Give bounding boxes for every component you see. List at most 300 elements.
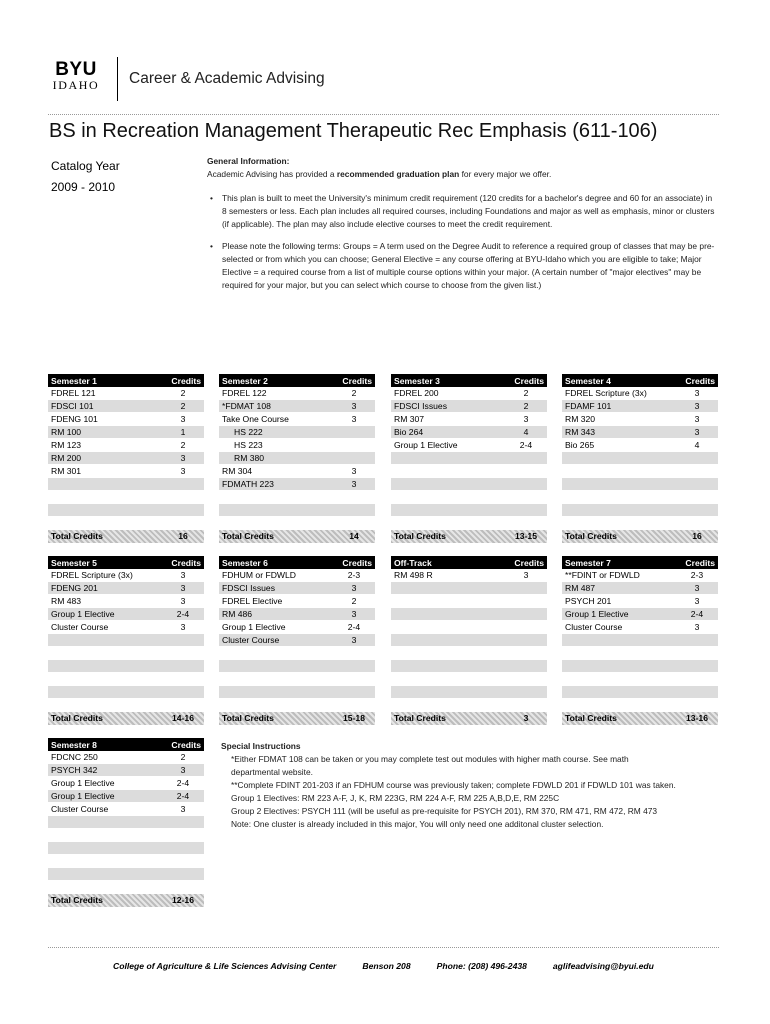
course-credits: 2-3 xyxy=(347,570,361,580)
course-credits: 3 xyxy=(180,583,186,593)
course-row xyxy=(562,582,718,595)
course-name: FDHUM or FDWLD xyxy=(222,570,296,580)
course-credits: 2-4 xyxy=(176,791,190,801)
footer xyxy=(48,961,719,971)
course-row xyxy=(562,634,718,647)
semester-name: Semester 2 xyxy=(222,375,268,386)
course-credits xyxy=(165,634,201,646)
total-credits-value: 14 xyxy=(349,531,359,541)
course-name: RM 304 xyxy=(222,466,253,476)
course-row xyxy=(48,764,204,777)
course-row xyxy=(391,569,547,582)
course-row xyxy=(562,387,718,400)
course-credits xyxy=(508,582,544,594)
course-credits: 1 xyxy=(180,427,186,437)
course-row xyxy=(391,387,547,400)
course-row xyxy=(562,686,718,699)
semester-name: Semester 1 xyxy=(51,375,97,386)
course-credits xyxy=(165,491,201,503)
special-line: **Complete FDINT 201-203 if an FDHUM course was previously taken; complete FDWLD 201 if FDWLD 101 was taken. xyxy=(231,780,676,790)
course-row xyxy=(562,439,718,452)
course-row xyxy=(219,426,375,439)
course-name: Group 1 Elective xyxy=(222,622,286,632)
course-row xyxy=(391,647,547,660)
total-credits-row xyxy=(219,712,375,725)
total-credits-value: 13-16 xyxy=(686,713,708,723)
total-credits-label: Total Credits xyxy=(51,531,103,541)
course-name: Cluster Course xyxy=(51,804,109,814)
course-name: FDAMF 101 xyxy=(565,401,612,411)
course-row xyxy=(562,569,718,582)
course-row xyxy=(48,673,204,686)
course-row xyxy=(391,426,547,439)
total-credits-row xyxy=(562,712,718,725)
course-row xyxy=(219,582,375,595)
course-row xyxy=(219,465,375,478)
logo-byu-text: BYU xyxy=(55,59,97,80)
semester-header xyxy=(562,374,718,387)
course-row xyxy=(48,569,204,582)
course-credits xyxy=(336,426,372,438)
course-row xyxy=(391,582,547,595)
credits-header: Credits xyxy=(342,375,372,386)
course-row xyxy=(48,387,204,400)
course-name: Cluster Course xyxy=(51,622,109,632)
special-instructions-heading: Special Instructions xyxy=(221,741,301,751)
course-credits: 3 xyxy=(180,414,186,424)
course-row xyxy=(219,413,375,426)
footer-rule xyxy=(48,947,719,948)
course-row xyxy=(48,660,204,673)
course-name: Group 1 Elective xyxy=(565,609,629,619)
course-credits xyxy=(336,699,372,711)
semester-header xyxy=(391,556,547,569)
course-credits xyxy=(508,465,544,477)
course-credits xyxy=(679,452,715,464)
course-name: Group 1 Elective xyxy=(51,609,115,619)
course-credits xyxy=(508,478,544,490)
course-row xyxy=(48,582,204,595)
course-row xyxy=(48,842,204,855)
course-credits xyxy=(165,699,201,711)
semester-table xyxy=(391,374,547,530)
course-row xyxy=(219,686,375,699)
total-credits-label: Total Credits xyxy=(394,713,446,723)
course-row xyxy=(391,595,547,608)
course-credits xyxy=(679,699,715,711)
total-credits-label: Total Credits xyxy=(565,531,617,541)
course-row xyxy=(48,621,204,634)
semester-name: Semester 6 xyxy=(222,557,268,568)
general-info-intro xyxy=(207,168,719,181)
semester-table xyxy=(391,556,547,712)
course-credits: 3 xyxy=(351,414,357,424)
course-credits: 3 xyxy=(694,427,700,437)
course-credits: 2 xyxy=(180,388,186,398)
course-row xyxy=(562,413,718,426)
course-row xyxy=(391,504,547,517)
total-credits-row xyxy=(391,712,547,725)
total-credits-label: Total Credits xyxy=(222,531,274,541)
course-row xyxy=(48,647,204,660)
semester-name: Semester 4 xyxy=(565,375,611,386)
course-credits xyxy=(679,673,715,685)
course-name: **FDINT or FDWLD xyxy=(565,570,640,580)
course-row xyxy=(391,634,547,647)
special-instructions xyxy=(221,740,721,831)
course-name: FDREL Scripture (3x) xyxy=(565,388,647,398)
total-credits-row xyxy=(48,894,204,907)
course-credits xyxy=(165,660,201,672)
course-name: FDENG 201 xyxy=(51,583,98,593)
course-row xyxy=(48,426,204,439)
special-line: *Either FDMAT 108 can be taken or you may complete test out modules with higher math course. See math xyxy=(231,754,629,764)
course-row xyxy=(391,400,547,413)
course-credits xyxy=(336,504,372,516)
course-credits xyxy=(508,699,544,711)
course-row xyxy=(391,465,547,478)
course-credits xyxy=(165,686,201,698)
course-credits xyxy=(165,842,201,854)
semester-header xyxy=(562,556,718,569)
course-credits: 3 xyxy=(351,583,357,593)
credits-header: Credits xyxy=(685,375,715,386)
course-credits: 2 xyxy=(180,752,186,762)
course-credits xyxy=(679,647,715,659)
course-row xyxy=(562,517,718,530)
course-credits xyxy=(165,868,201,880)
total-credits-label: Total Credits xyxy=(51,895,103,905)
course-credits: 2-4 xyxy=(519,440,533,450)
total-credits-row xyxy=(48,530,204,543)
course-credits xyxy=(508,517,544,529)
semester-name: Semester 5 xyxy=(51,557,97,568)
footer-office: Benson 208 xyxy=(362,961,411,971)
course-row xyxy=(48,686,204,699)
course-credits: 3 xyxy=(351,401,357,411)
course-credits xyxy=(165,816,201,828)
course-credits: 3 xyxy=(351,609,357,619)
semester-name: Off-Track xyxy=(394,557,432,568)
catalog-year-label: Catalog Year xyxy=(51,159,120,173)
course-row xyxy=(391,699,547,712)
course-credits xyxy=(508,660,544,672)
course-credits: 3 xyxy=(694,583,700,593)
course-row xyxy=(48,634,204,647)
course-row xyxy=(48,868,204,881)
course-row xyxy=(562,478,718,491)
course-row xyxy=(48,829,204,842)
course-row xyxy=(562,673,718,686)
course-name: FDSCI Issues xyxy=(394,401,448,411)
course-row xyxy=(48,595,204,608)
total-credits-row xyxy=(219,530,375,543)
course-credits: 3 xyxy=(694,414,700,424)
course-credits xyxy=(508,608,544,620)
course-row xyxy=(391,621,547,634)
course-name: FDMATH 223 xyxy=(222,479,274,489)
semester-header xyxy=(391,374,547,387)
course-row xyxy=(562,426,718,439)
course-name: Group 1 Elective xyxy=(51,778,115,788)
course-credits: 3 xyxy=(523,570,529,580)
credits-header: Credits xyxy=(171,557,201,568)
total-credits-row xyxy=(48,712,204,725)
course-credits: 3 xyxy=(351,466,357,476)
course-credits: 3 xyxy=(180,596,186,606)
course-name: FDREL Scripture (3x) xyxy=(51,570,133,580)
course-credits xyxy=(336,686,372,698)
course-credits: 2 xyxy=(523,388,529,398)
course-name: RM 123 xyxy=(51,440,82,450)
course-credits xyxy=(336,647,372,659)
course-credits xyxy=(165,647,201,659)
header-rule xyxy=(48,114,719,115)
course-name: RM 498 R xyxy=(394,570,433,580)
course-row xyxy=(219,400,375,413)
credits-header: Credits xyxy=(342,557,372,568)
course-row xyxy=(219,491,375,504)
course-row xyxy=(48,777,204,790)
course-row xyxy=(48,413,204,426)
course-credits: 2 xyxy=(180,440,186,450)
course-credits: 2-4 xyxy=(347,622,361,632)
course-credits xyxy=(508,686,544,698)
course-credits: 3 xyxy=(180,804,186,814)
total-credits-value: 13-15 xyxy=(515,531,537,541)
semester-table xyxy=(48,738,204,894)
course-row xyxy=(48,751,204,764)
course-row xyxy=(48,452,204,465)
semester-table xyxy=(219,556,375,712)
course-credits xyxy=(679,660,715,672)
course-credits: 2-4 xyxy=(176,609,190,619)
footer-college: College of Agriculture & Life Sciences Advising Center xyxy=(113,961,337,971)
course-name: RM 343 xyxy=(565,427,596,437)
general-info-heading: General Information: xyxy=(207,156,290,166)
course-name: FDREL 121 xyxy=(51,388,96,398)
course-name: Group 1 Elective xyxy=(51,791,115,801)
catalog-year-block xyxy=(51,156,120,198)
course-credits: 3 xyxy=(694,388,700,398)
course-row xyxy=(48,790,204,803)
byu-idaho-logo xyxy=(48,60,104,92)
course-row xyxy=(562,595,718,608)
course-row xyxy=(48,439,204,452)
course-row xyxy=(219,673,375,686)
total-credits-row xyxy=(391,530,547,543)
semester-header xyxy=(219,556,375,569)
course-row xyxy=(48,881,204,894)
semester-header xyxy=(48,738,204,751)
course-row xyxy=(562,400,718,413)
course-credits xyxy=(679,504,715,516)
special-line: Group 1 Electives: RM 223 A-F, J, K, RM 223G, RM 224 A-F, RM 225 A,B,D,E, RM 225C xyxy=(231,793,560,803)
course-credits: 3 xyxy=(180,466,186,476)
course-name: *FDMAT 108 xyxy=(222,401,271,411)
info-bullet-credits: • This plan is built to meet the University's minimum credit requirement (120 credits for a bachelor's degree and 60 for an associate) in 8 semesters or less. Each plan includes all required courses, including Foundations and major as well as emphasis, minor or clusters (if applicable). The plan may also include elective courses to meet the credit requirement. xyxy=(207,192,719,231)
course-row xyxy=(219,387,375,400)
course-row xyxy=(562,699,718,712)
course-row xyxy=(391,608,547,621)
course-row xyxy=(219,569,375,582)
course-name: FDSCI 101 xyxy=(51,401,94,411)
course-credits xyxy=(336,452,372,464)
course-row xyxy=(391,517,547,530)
course-row xyxy=(219,478,375,491)
special-line: Note: One cluster is already included in this major, You will only need one additonal cluster selection. xyxy=(231,819,604,829)
course-credits xyxy=(679,491,715,503)
course-name: RM 380 xyxy=(234,453,265,463)
course-row xyxy=(391,686,547,699)
course-credits xyxy=(508,621,544,633)
course-row xyxy=(219,439,375,452)
course-credits: 3 xyxy=(694,401,700,411)
course-credits xyxy=(336,491,372,503)
course-credits xyxy=(508,595,544,607)
total-credits-label: Total Credits xyxy=(394,531,446,541)
total-credits-label: Total Credits xyxy=(222,713,274,723)
course-row xyxy=(562,621,718,634)
course-row xyxy=(562,660,718,673)
course-name: RM 320 xyxy=(565,414,596,424)
semester-header xyxy=(48,374,204,387)
total-credits-row xyxy=(562,530,718,543)
total-credits-value: 16 xyxy=(178,531,188,541)
course-credits: 4 xyxy=(694,440,700,450)
credits-header: Credits xyxy=(514,375,544,386)
course-name: HS 223 xyxy=(234,440,263,450)
course-credits xyxy=(165,855,201,867)
course-row xyxy=(219,517,375,530)
course-credits xyxy=(508,673,544,685)
course-row xyxy=(562,452,718,465)
course-name: Bio 265 xyxy=(565,440,595,450)
course-credits xyxy=(679,634,715,646)
course-credits: 3 xyxy=(180,570,186,580)
course-credits: 2 xyxy=(180,401,186,411)
page-title: BS in Recreation Management Therapeutic Rec Emphasis (611-106) xyxy=(49,120,658,142)
course-credits: 2 xyxy=(523,401,529,411)
course-row xyxy=(219,608,375,621)
credits-header: Credits xyxy=(171,375,201,386)
course-name: FDCNC 250 xyxy=(51,752,98,762)
course-credits xyxy=(165,881,201,893)
credits-header: Credits xyxy=(514,557,544,568)
course-row xyxy=(48,608,204,621)
total-credits-value: 3 xyxy=(523,713,529,723)
footer-email: aglifeadvising@byui.edu xyxy=(552,961,654,971)
course-credits: 2 xyxy=(351,388,357,398)
course-row xyxy=(48,491,204,504)
general-information xyxy=(207,155,719,292)
course-credits: 4 xyxy=(523,427,529,437)
semester-name: Semester 3 xyxy=(394,375,440,386)
semester-name: Semester 8 xyxy=(51,739,97,750)
course-row xyxy=(391,452,547,465)
course-row xyxy=(219,634,375,647)
course-credits xyxy=(336,439,372,451)
course-credits xyxy=(336,660,372,672)
total-credits-label: Total Credits xyxy=(565,713,617,723)
semester-header xyxy=(48,556,204,569)
total-credits-value: 16 xyxy=(692,531,702,541)
course-name: FDREL 122 xyxy=(222,388,267,398)
course-credits: 3 xyxy=(523,414,529,424)
header-divider xyxy=(117,57,118,101)
course-row xyxy=(391,491,547,504)
course-name: HS 222 xyxy=(234,427,263,437)
course-row xyxy=(219,504,375,517)
course-credits xyxy=(336,517,372,529)
course-row xyxy=(391,673,547,686)
course-name: Cluster Course xyxy=(565,622,623,632)
intro-text: Academic Advising has provided a xyxy=(207,169,337,179)
course-row xyxy=(219,452,375,465)
course-credits xyxy=(679,686,715,698)
course-row xyxy=(48,478,204,491)
course-credits xyxy=(679,478,715,490)
catalog-year-value: 2009 - 2010 xyxy=(51,180,116,194)
course-credits xyxy=(165,517,201,529)
course-row xyxy=(48,855,204,868)
course-credits xyxy=(679,517,715,529)
course-credits: 3 xyxy=(180,453,186,463)
course-row xyxy=(391,478,547,491)
semester-table xyxy=(219,374,375,530)
course-name: RM 486 xyxy=(222,609,253,619)
course-row xyxy=(562,608,718,621)
intro-bold-text: recommended graduation plan xyxy=(336,169,460,179)
course-name: FDREL Elective xyxy=(222,596,283,606)
course-name: PSYCH 342 xyxy=(51,765,98,775)
course-credits: 2-3 xyxy=(690,570,704,580)
course-credits xyxy=(508,634,544,646)
course-name: FDSCI Issues xyxy=(222,583,276,593)
department-name: Career & Academic Advising xyxy=(129,70,325,87)
course-credits: 3 xyxy=(694,622,700,632)
course-credits xyxy=(165,478,201,490)
course-row xyxy=(219,621,375,634)
special-line: Group 2 Electives: PSYCH 111 (will be useful as pre-requisite for PSYCH 201), RM 370, RM 471, RM 472, RM 473 xyxy=(231,806,658,816)
course-name: RM 307 xyxy=(394,414,425,424)
course-row xyxy=(48,699,204,712)
course-credits: 3 xyxy=(180,765,186,775)
course-row xyxy=(562,647,718,660)
course-row xyxy=(562,465,718,478)
course-credits xyxy=(508,491,544,503)
course-row xyxy=(562,491,718,504)
total-credits-label: Total Credits xyxy=(51,713,103,723)
course-name: PSYCH 201 xyxy=(565,596,612,606)
course-row xyxy=(391,413,547,426)
course-credits xyxy=(679,465,715,477)
special-line: departmental website. xyxy=(231,767,313,777)
course-row xyxy=(219,660,375,673)
course-credits: 2-4 xyxy=(690,609,704,619)
course-credits xyxy=(508,504,544,516)
total-credits-value: 15-18 xyxy=(343,713,365,723)
total-credits-value: 14-16 xyxy=(172,713,194,723)
course-name: FDREL 200 xyxy=(394,388,439,398)
course-name: Cluster Course xyxy=(222,635,280,645)
course-name: RM 200 xyxy=(51,453,82,463)
semester-table xyxy=(562,556,718,712)
course-name: FDENG 101 xyxy=(51,414,98,424)
course-row xyxy=(219,647,375,660)
course-credits xyxy=(165,673,201,685)
course-row xyxy=(48,517,204,530)
